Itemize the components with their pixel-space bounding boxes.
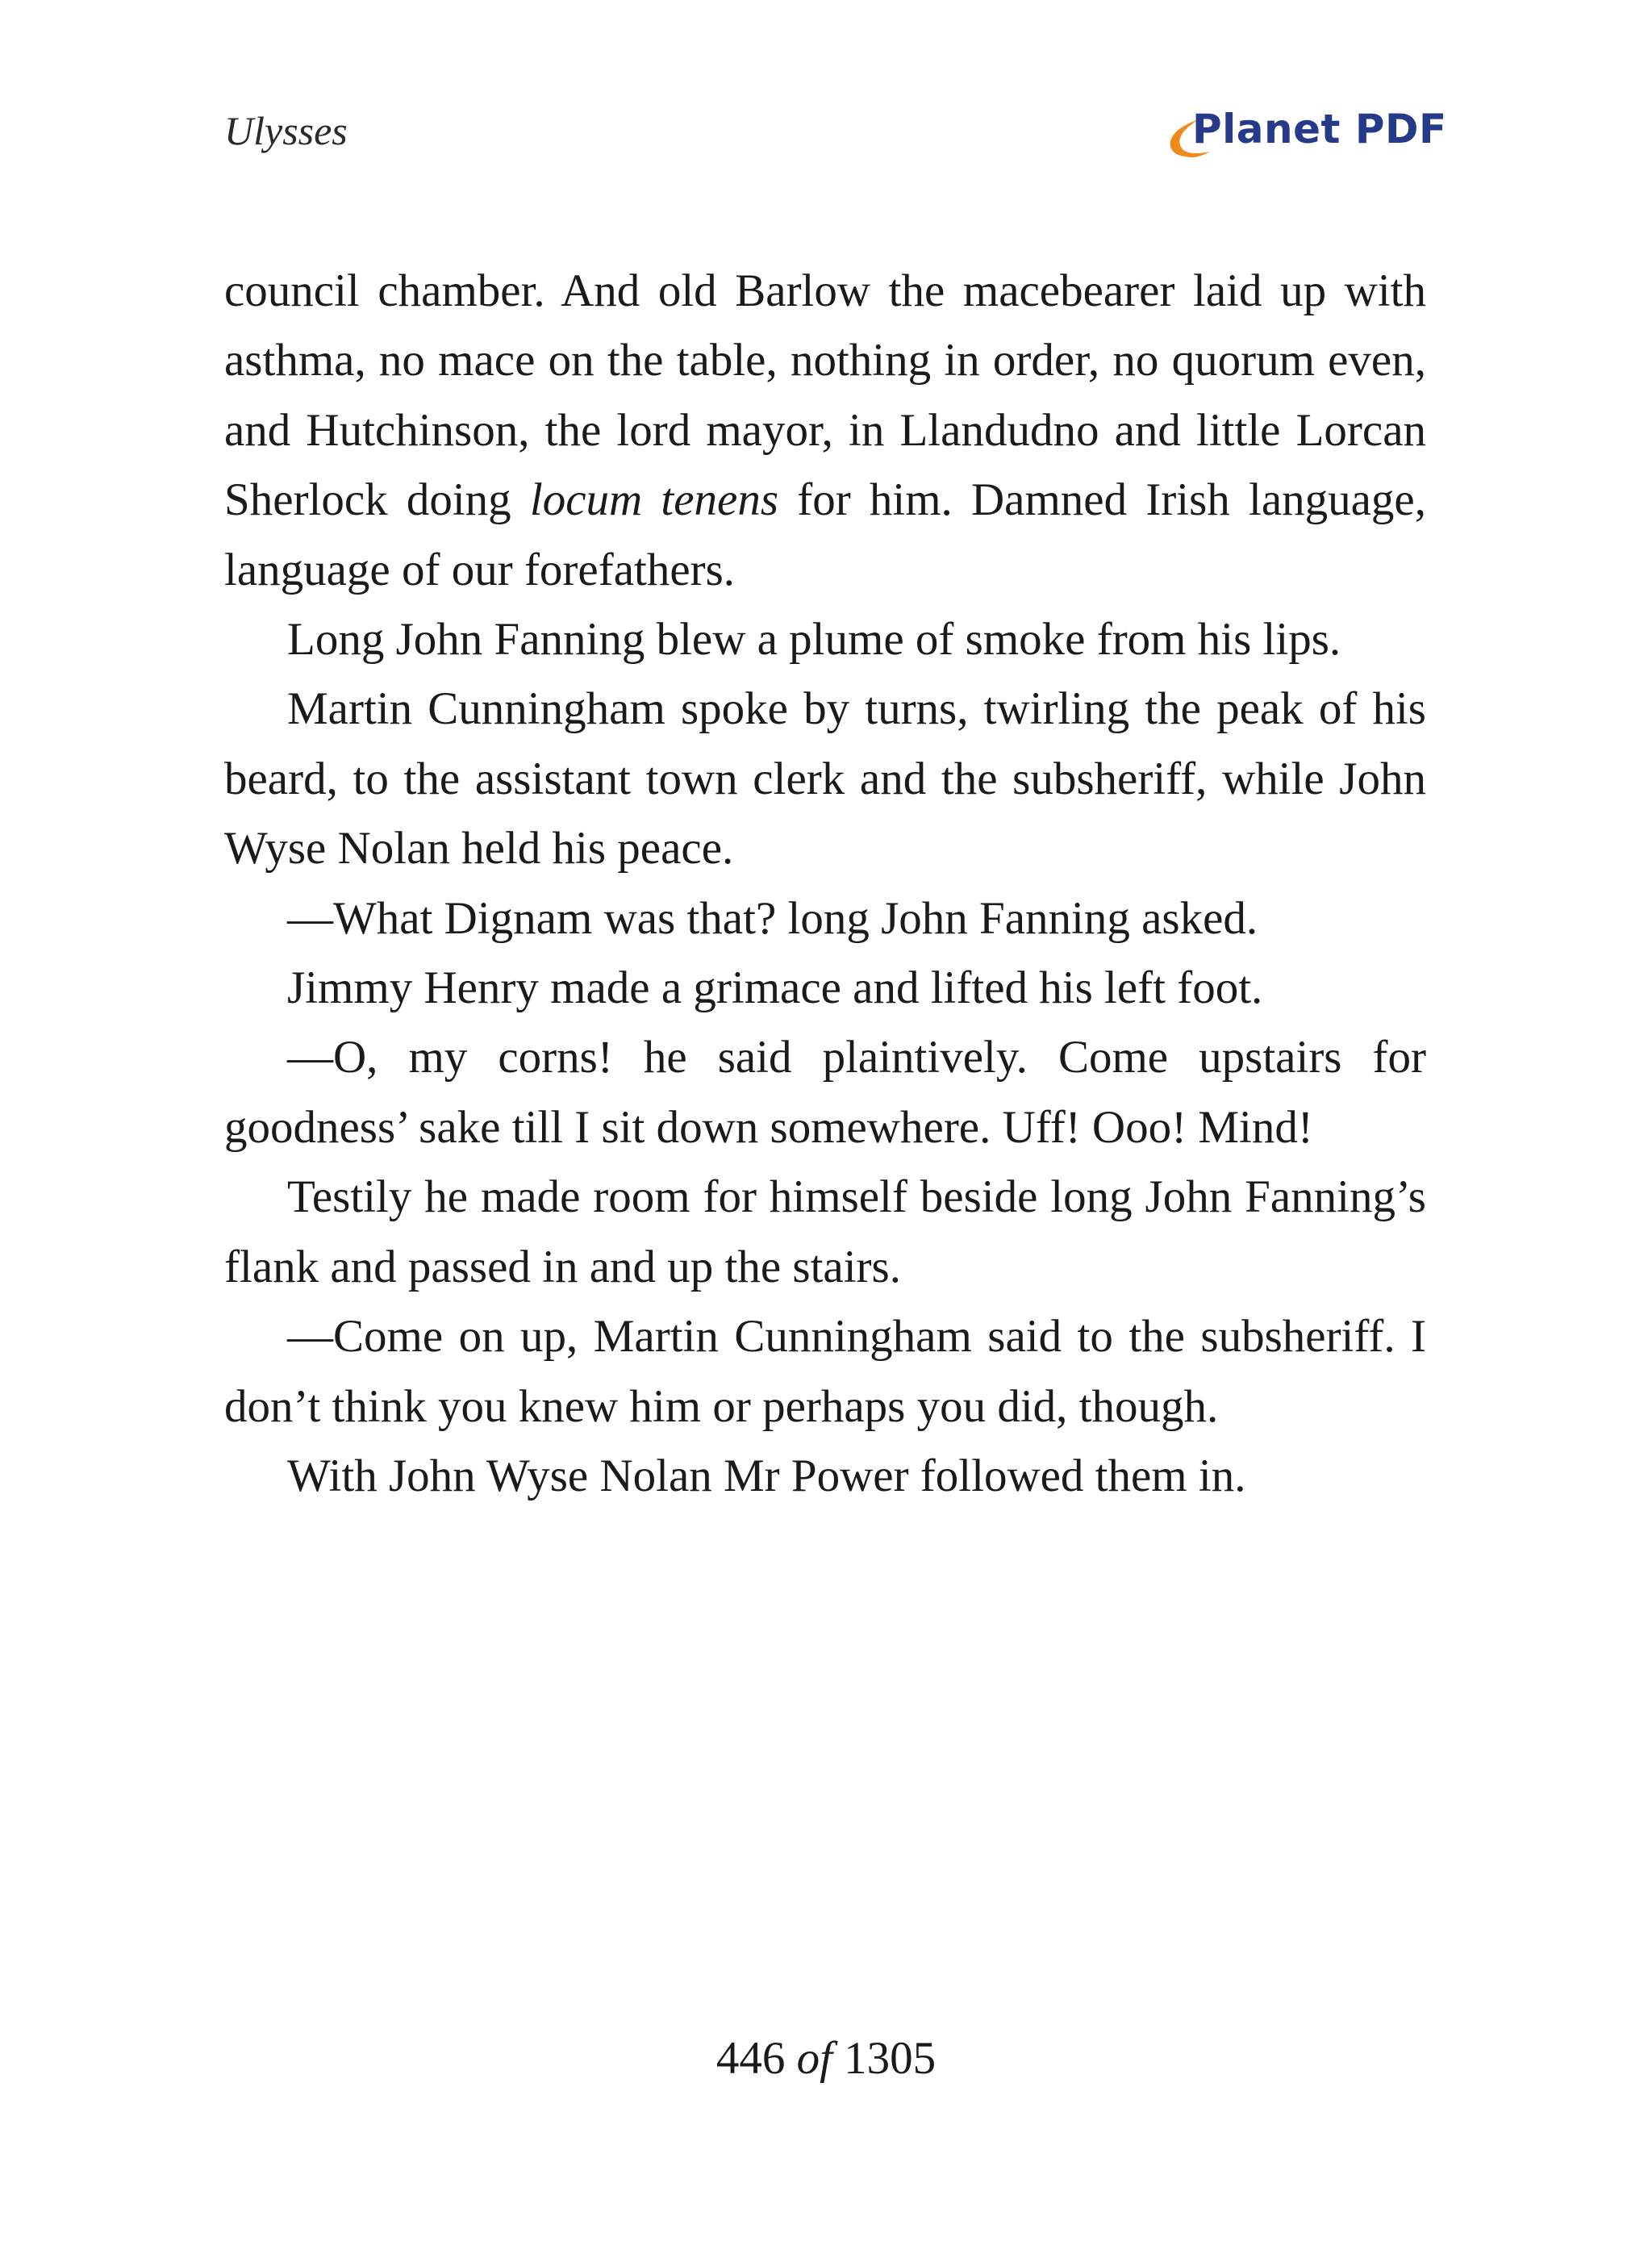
of-label: of bbox=[796, 2033, 832, 2084]
paragraph-4: —What Dignam was that? long John Fanning asked. bbox=[287, 892, 1258, 944]
paragraph-5: Jimmy Henry made a grimace and lifted his left foot. bbox=[287, 962, 1263, 1014]
chapter-text bbox=[224, 257, 1426, 1511]
logo-text: Planet PDF bbox=[1192, 106, 1447, 152]
book-title: Ulysses bbox=[224, 108, 348, 153]
paragraph-1-italic: locum tenens bbox=[529, 474, 778, 526]
current-page: 446 bbox=[715, 2033, 786, 2084]
planet-pdf-logo bbox=[1162, 98, 1447, 171]
paragraph-1-text-a: council chamber. And old Barlow the macebearer laid up with asthma, no mace on the table, nothing in order, no quorum even, and Hutchinson, the lord mayor, in Llandudno and little Lorcan Sherlock doing bbox=[224, 265, 1426, 526]
page-number bbox=[0, 2027, 1652, 2091]
paragraph-8: —Come on up, Martin Cunningham said to the subsheriff. I don’t think you knew him or perhaps you did, though. bbox=[224, 1311, 1426, 1432]
paragraph-9: With John Wyse Nolan Mr Power followed them in. bbox=[287, 1450, 1246, 1501]
paragraph-2: Long John Fanning blew a plume of smoke from his lips. bbox=[287, 614, 1341, 666]
paragraph-1 bbox=[224, 257, 1426, 605]
paragraph-6: —O, my corns! he said plaintively. Come upstairs for goodness’ sake till I sit down somewhere. Uff! Ooo! Mind! bbox=[224, 1032, 1426, 1153]
page-header bbox=[0, 0, 1652, 210]
paragraph-1-text-b: for him. Damned Irish language, language of our forefathers. bbox=[224, 474, 1426, 595]
total-pages: 1305 bbox=[844, 2033, 937, 2084]
paragraph-7: Testily he made room for himself beside long John Fanning’s flank and passed in and up the stairs. bbox=[224, 1171, 1426, 1292]
paragraph-3: Martin Cunningham spoke by turns, twirling the peak of his beard, to the assistant town clerk and the subsheriff, while John Wyse Nolan held his peace. bbox=[224, 683, 1426, 874]
